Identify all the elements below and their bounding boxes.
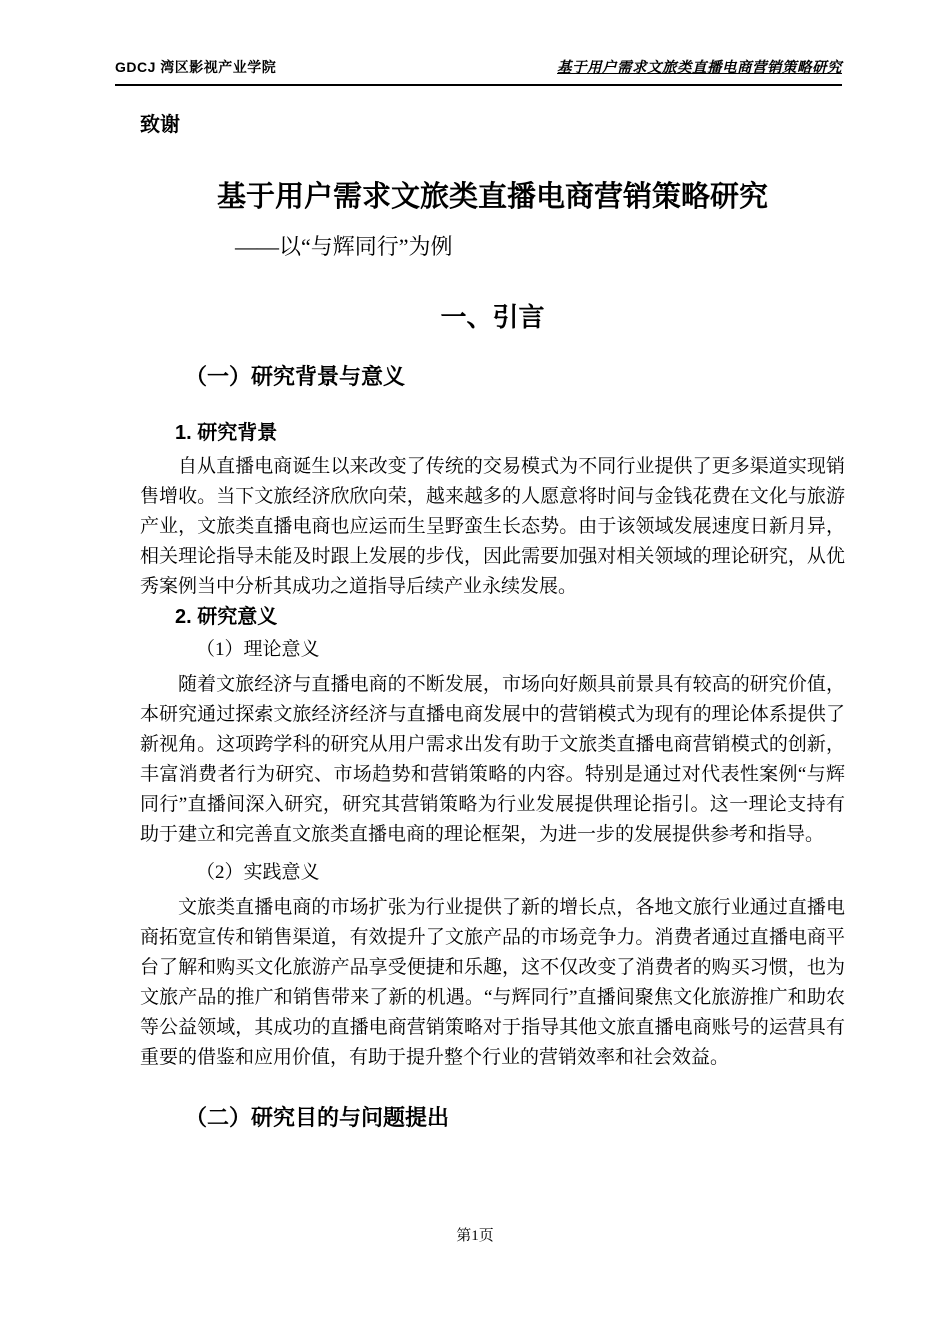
paragraph-research-background: 自从直播电商诞生以来改变了传统的交易模式为不同行业提供了更多渠道实现销售增收。当下文旅经济欣欣向荣，越来越多的人愿意将时间与金钱花费在文化与旅游产业，文旅类直播电商也应运而生呈野蛮生长态势。由于该领域发展速度日新月异，相关理论指导未能及时跟上发展的步伐，因此需要加强对相关领域的理论研究，从优秀案例当中分析其成功之道指导后续产业永续发展。 xyxy=(140,456,845,597)
page-header xyxy=(115,56,842,86)
section-heading-introduction: 一、引言 xyxy=(440,302,545,332)
header-running-title: 基于用户需求文旅类直播电商营销策略研究 xyxy=(557,60,842,76)
acknowledgement-heading: 致谢 xyxy=(140,114,180,136)
paragraph-theoretical-significance: 随着文旅经济与直播电商的不断发展，市场向好颇具前景具有较高的研究价值，本研究通过探索文旅经济经济与直播电商发展中的营销模式为现有的理论体系提供了新视角。这项跨学科的研究从用户需求出发有助于文旅类直播电商营销模式的创新，丰富消费者行为研究、市场趋势和营销策略的内容。特别是通过对代表性案例“与辉同行”直播间深入研究，研究其营销策略为行业发展提供理论指引。这一理论支持有助于建立和完善直文旅类直播电商的理论框架，为进一步的发展提供参考和指导。 xyxy=(140,674,845,845)
document-title: 基于用户需求文旅类直播电商营销策略研究 xyxy=(216,181,768,213)
sub-point-heading-practical-significance: （2）实践意义 xyxy=(196,862,320,883)
subsection-heading-background-significance: （一）研究背景与意义 xyxy=(185,364,406,389)
sub-point-heading-theoretical-significance: （1）理论意义 xyxy=(196,639,320,660)
subsection-heading-purpose-questions: （二）研究目的与问题提出 xyxy=(185,1105,450,1130)
paragraph-practical-significance: 文旅类直播电商的市场扩张为行业提供了新的增长点，各地文旅行业通过直播电商拓宽宣传和销售渠道，有效提升了文旅产品的市场竞争力。消费者通过直播电商平台了解和购买文化旅游产品享受便捷和乐趣，这不仅改变了消费者的购买习惯，也为文旅产品的推广和销售带来了新的机遇。“与辉同行”直播间聚焦文化旅游推广和助农等公益领域，其成功的直播电商营销策略对于指导其他文旅直播电商账号的运营具有重要的借鉴和应用价值，有助于提升整个行业的营销效率和社会效益。 xyxy=(140,897,845,1068)
page-number: 第1页 xyxy=(456,1228,494,1244)
header-institution: GDCJ 湾区影视产业学院 xyxy=(115,59,277,75)
document-body xyxy=(140,112,845,1133)
document-subtitle: ——以“与辉同行”为例 xyxy=(235,234,453,259)
page-footer xyxy=(0,1226,950,1246)
point-heading-research-background: 1. 研究背景 xyxy=(175,422,278,444)
point-heading-research-significance: 2. 研究意义 xyxy=(175,606,278,628)
